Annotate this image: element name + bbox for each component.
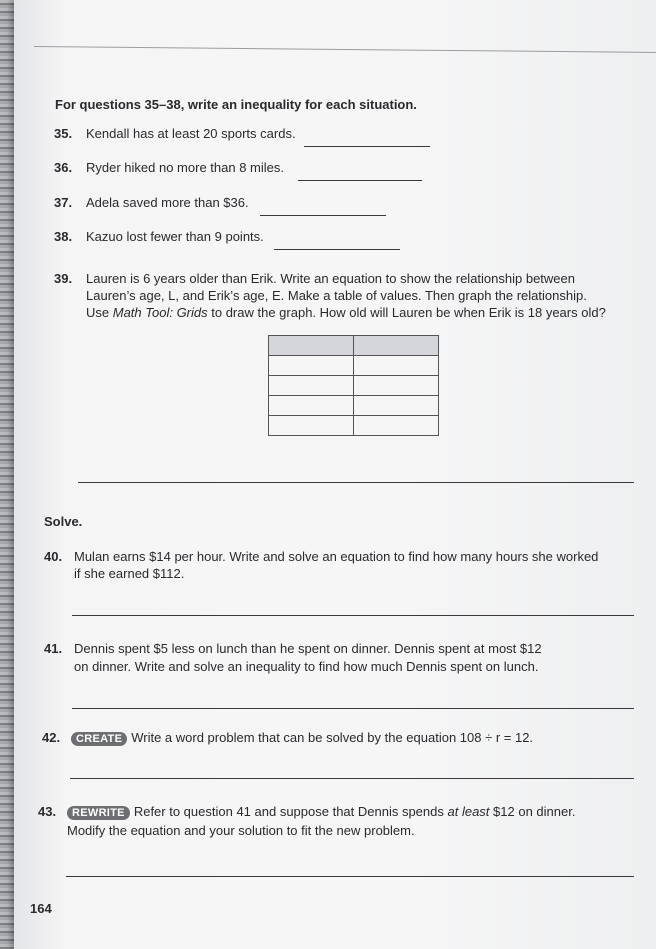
q39-line2: Lauren’s age, L, and Erik’s age, E. Make a table of values. Then graph the relationship.: [86, 288, 587, 303]
q40-answer-line[interactable]: [72, 615, 634, 616]
table-cell[interactable]: [269, 356, 354, 376]
page-number: 164: [30, 901, 52, 916]
q42-text: CREATE Write a word problem that can be solved by the equation 108 ÷ r = 12.: [71, 730, 533, 746]
q39-answer-line[interactable]: [78, 482, 634, 483]
table-cell[interactable]: [269, 376, 354, 396]
q40-number: 40.: [44, 549, 63, 564]
q41-line2: on dinner. Write and solve an inequality to find how much Dennis spent on lunch.: [74, 659, 539, 674]
q43-line2: Modify the equation and your solution to fit the new problem.: [67, 823, 415, 838]
q37-number: 37.: [54, 195, 73, 210]
table-cell[interactable]: [269, 336, 354, 356]
q43-answer-line[interactable]: [66, 876, 634, 877]
q37-answer-line[interactable]: [260, 215, 386, 216]
q43-line1: REWRITE Refer to question 41 and suppose that Dennis spends at least $12 on dinner.: [67, 804, 575, 820]
table-cell[interactable]: [354, 376, 439, 396]
q36-number: 36.: [54, 160, 73, 175]
q39-line3: Use Math Tool: Grids to draw the graph. How old will Lauren be when Erik is 18 years old?: [86, 305, 606, 320]
top-rule: [34, 46, 656, 53]
instructions: For questions 35–38, write an inequality for each situation.: [55, 97, 417, 112]
q41-number: 41.: [44, 641, 63, 656]
worksheet-page: [14, 0, 656, 949]
create-badge: CREATE: [71, 732, 127, 746]
q42-number: 42.: [42, 730, 61, 745]
q41-line1: Dennis spent $5 less on lunch than he spent on dinner. Dennis spent at most $12: [74, 641, 542, 656]
q38-text: Kazuo lost fewer than 9 points.: [86, 229, 264, 244]
q40-line1: Mulan earns $14 per hour. Write and solve an equation to find how many hours she worked: [74, 549, 599, 564]
q39-line1: Lauren is 6 years older than Erik. Write an equation to show the relationship between: [86, 271, 575, 286]
values-table[interactable]: [268, 335, 439, 436]
table-cell[interactable]: [354, 416, 439, 436]
rewrite-badge: REWRITE: [67, 806, 130, 820]
table-cell[interactable]: [354, 356, 439, 376]
table-cell[interactable]: [269, 416, 354, 436]
table-cell[interactable]: [354, 336, 439, 356]
q35-text: Kendall has at least 20 sports cards.: [86, 126, 296, 141]
table-cell[interactable]: [354, 396, 439, 416]
table-cell[interactable]: [269, 396, 354, 416]
q35-answer-line[interactable]: [304, 146, 430, 147]
q39-number: 39.: [54, 271, 73, 286]
solve-heading: Solve.: [44, 514, 83, 529]
q43-number: 43.: [38, 804, 57, 819]
q41-answer-line[interactable]: [72, 708, 634, 709]
q35-number: 35.: [54, 126, 73, 141]
q38-answer-line[interactable]: [274, 249, 400, 250]
q36-text: Ryder hiked no more than 8 miles.: [86, 160, 284, 175]
q36-answer-line[interactable]: [298, 180, 422, 181]
q38-number: 38.: [54, 229, 73, 244]
q37-text: Adela saved more than $36.: [86, 195, 249, 210]
page-stack-edge: [0, 0, 14, 949]
q42-answer-line[interactable]: [70, 778, 634, 779]
q40-line2: if she earned $112.: [74, 566, 185, 581]
